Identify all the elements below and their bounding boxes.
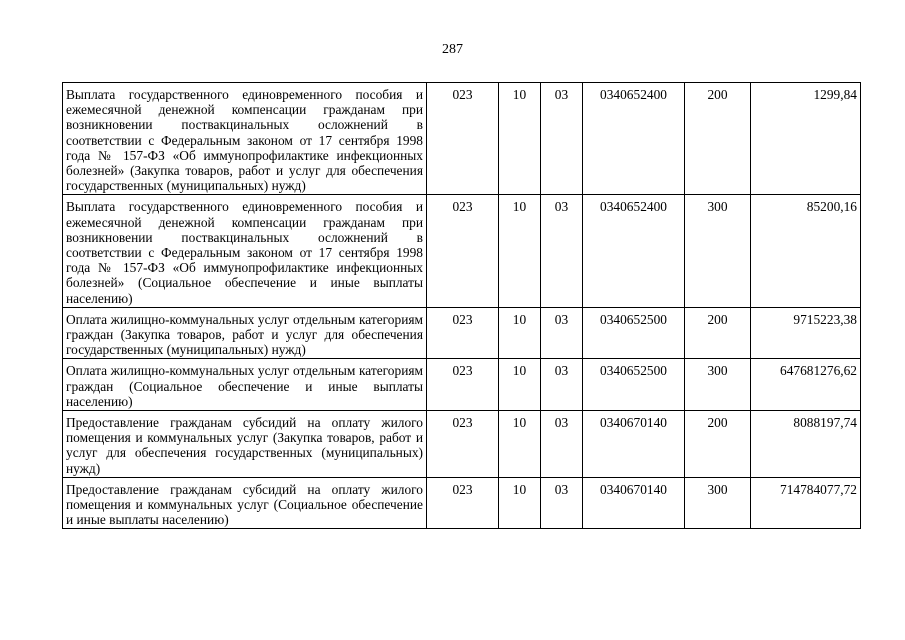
- expense-type-code: 200: [685, 83, 751, 195]
- ministry-code: 023: [427, 477, 499, 529]
- amount: 647681276,62: [751, 359, 861, 411]
- target-article-code: 0340652400: [583, 195, 685, 307]
- ministry-code: 023: [427, 307, 499, 359]
- section-code: 10: [499, 83, 541, 195]
- target-article-code: 0340670140: [583, 411, 685, 478]
- amount: 8088197,74: [751, 411, 861, 478]
- row-description: Оплата жилищно-коммунальных услуг отдельным категориям граждан (Социальное обеспечение и иные выплаты населению): [63, 359, 427, 411]
- subsection-code: 03: [541, 83, 583, 195]
- subsection-code: 03: [541, 195, 583, 307]
- amount: 85200,16: [751, 195, 861, 307]
- table-row: [63, 307, 861, 359]
- amount: 9715223,38: [751, 307, 861, 359]
- row-description: Предоставление гражданам субсидий на оплату жилого помещения и коммунальных услуг (Социальное обеспечение и иные выплаты населению): [63, 477, 427, 529]
- table-row: [63, 195, 861, 307]
- table-row: [63, 83, 861, 195]
- subsection-code: 03: [541, 411, 583, 478]
- target-article-code: 0340670140: [583, 477, 685, 529]
- table-row: [63, 359, 861, 411]
- ministry-code: 023: [427, 411, 499, 478]
- row-description: Оплата жилищно-коммунальных услуг отдельным категориям граждан (Закупка товаров, работ и услуг для обеспечения государственных (муниципальных) нужд): [63, 307, 427, 359]
- target-article-code: 0340652500: [583, 359, 685, 411]
- target-article-code: 0340652500: [583, 307, 685, 359]
- page-number: 287: [442, 42, 463, 57]
- row-description: Выплата государственного единовременного пособия и ежемесячной денежной компенсации гражданам при возникновении поствакцинальных осложнений в соответствии с Федеральным законом от 17 сентября 1998 года № 157-ФЗ «Об иммунопрофилактике инфекционных болезней» (Социальное обеспечение и иные выплаты населению): [63, 195, 427, 307]
- subsection-code: 03: [541, 307, 583, 359]
- ministry-code: 023: [427, 195, 499, 307]
- row-description: Выплата государственного единовременного пособия и ежемесячной денежной компенсации гражданам при возникновении поствакцинальных осложнений в соответствии с Федеральным законом от 17 сентября 1998 года № 157-ФЗ «Об иммунопрофилактике инфекционных болезней» (Закупка товаров, работ и услуг для обеспечения государственных (муниципальных) нужд): [63, 83, 427, 195]
- amount: 1299,84: [751, 83, 861, 195]
- expense-type-code: 200: [685, 307, 751, 359]
- ministry-code: 023: [427, 83, 499, 195]
- expense-type-code: 200: [685, 411, 751, 478]
- ministry-code: 023: [427, 359, 499, 411]
- target-article-code: 0340652400: [583, 83, 685, 195]
- subsection-code: 03: [541, 359, 583, 411]
- table-row: [63, 411, 861, 478]
- expense-type-code: 300: [685, 477, 751, 529]
- subsection-code: 03: [541, 477, 583, 529]
- row-description: Предоставление гражданам субсидий на оплату жилого помещения и коммунальных услуг (Закупка товаров, работ и услуг для обеспечения государственных (муниципальных) нужд): [63, 411, 427, 478]
- budget-table: [62, 82, 861, 529]
- amount: 714784077,72: [751, 477, 861, 529]
- section-code: 10: [499, 307, 541, 359]
- section-code: 10: [499, 195, 541, 307]
- section-code: 10: [499, 477, 541, 529]
- table-row: [63, 477, 861, 529]
- expense-type-code: 300: [685, 195, 751, 307]
- section-code: 10: [499, 359, 541, 411]
- expense-type-code: 300: [685, 359, 751, 411]
- section-code: 10: [499, 411, 541, 478]
